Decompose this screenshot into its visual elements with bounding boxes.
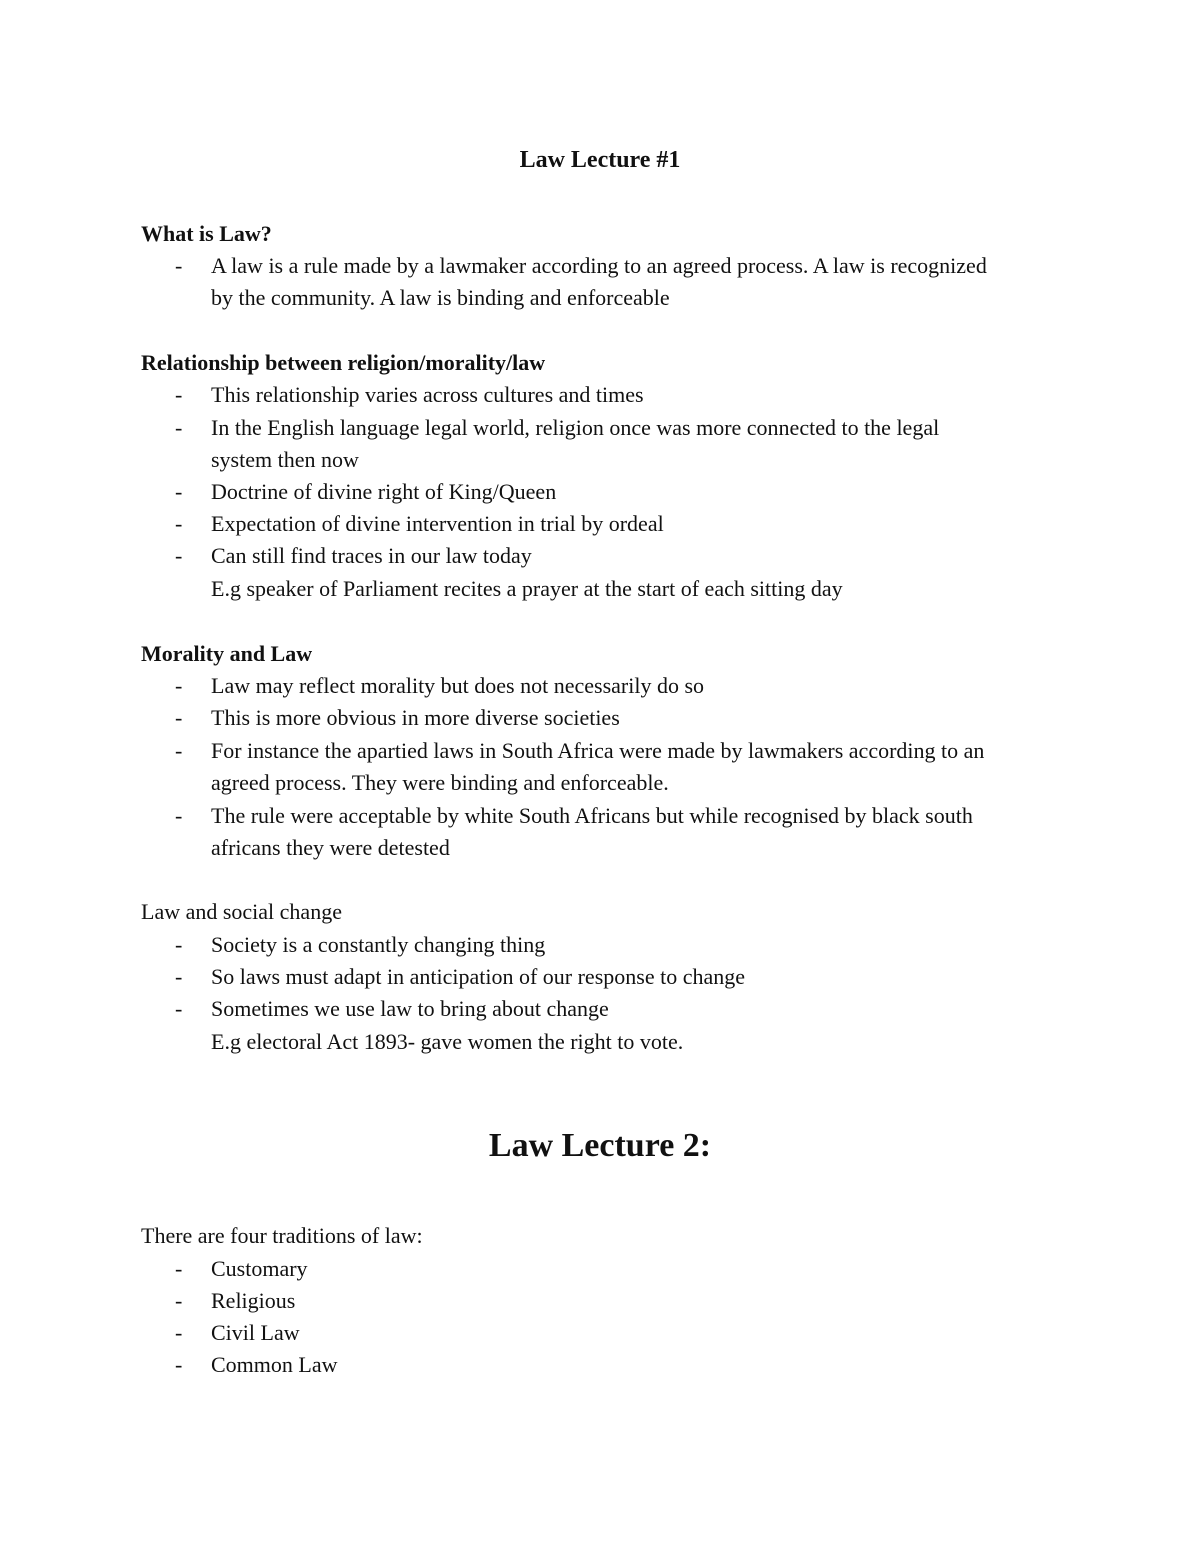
bullet-text: This relationship varies across cultures and times (211, 382, 644, 407)
bullet-dash: - (175, 479, 183, 504)
bullet-text: Society is a constantly changing thing (211, 932, 546, 957)
bullet-dash: - (175, 964, 183, 989)
bullet-text: So laws must adapt in anticipation of our response to change (211, 964, 745, 989)
section-heading-religion-morality-law: Relationship between religion/morality/law (141, 350, 546, 375)
bullet-dash: - (175, 1320, 183, 1345)
bullet-text: Expectation of divine intervention in trial by ordeal (211, 511, 664, 536)
bullet-text-continued: agreed process. They were binding and enforceable. (211, 770, 669, 795)
bullet-dash: - (175, 543, 183, 568)
bullet-text: This is more obvious in more diverse societies (211, 705, 620, 730)
bullet-dash: - (175, 673, 183, 698)
bullet-text: Sometimes we use law to bring about change (211, 996, 609, 1021)
bullet-text: In the English language legal world, religion once was more connected to the legal (211, 415, 940, 440)
bullet-text: Doctrine of divine right of King/Queen (211, 479, 557, 504)
section-heading-morality-and-law: Morality and Law (141, 641, 313, 666)
bullet-text-continued: by the community. A law is binding and enforceable (211, 285, 670, 310)
lecture-2-intro: There are four traditions of law: (141, 1223, 423, 1248)
bullet-text: Can still find traces in our law today (211, 543, 532, 568)
tradition-item: Common Law (211, 1352, 338, 1377)
bullet-text-continued: africans they were detested (211, 835, 450, 860)
bullet-text: The rule were acceptable by white South Africans but while recognised by black south (211, 803, 973, 828)
bullet-dash: - (175, 1288, 183, 1313)
bullet-dash: - (175, 253, 183, 278)
section-heading-law-and-social-change: Law and social change (141, 899, 342, 924)
bullet-text: A law is a rule made by a lawmaker according to an agreed process. A law is recognized (211, 253, 987, 278)
bullet-dash: - (175, 1352, 183, 1377)
bullet-dash: - (175, 415, 183, 440)
bullet-dash: - (175, 996, 183, 1021)
lecture-2-title: Law Lecture 2: (488, 1127, 712, 1164)
bullet-dash: - (175, 382, 183, 407)
bullet-dash: - (175, 738, 183, 763)
bullet-text-continued: system then now (211, 447, 359, 472)
bullet-dash: - (175, 803, 183, 828)
lecture-1-title: Law Lecture #1 (519, 147, 681, 173)
bullet-dash: - (175, 932, 183, 957)
bullet-text-continued: E.g electoral Act 1893- gave women the right to vote. (211, 1029, 684, 1054)
bullet-dash: - (175, 1256, 183, 1281)
bullet-text: For instance the apartied laws in South Africa were made by lawmakers according to an (211, 738, 985, 763)
bullet-dash: - (175, 705, 183, 730)
section-heading-what-is-law: What is Law? (141, 221, 272, 246)
bullet-text-continued: E.g speaker of Parliament recites a prayer at the start of each sitting day (211, 576, 843, 601)
bullet-dash: - (175, 511, 183, 536)
bullet-text: Law may reflect morality but does not necessarily do so (211, 673, 705, 698)
tradition-item: Customary (211, 1256, 308, 1281)
tradition-item: Religious (211, 1288, 296, 1313)
tradition-item: Civil Law (211, 1320, 300, 1345)
